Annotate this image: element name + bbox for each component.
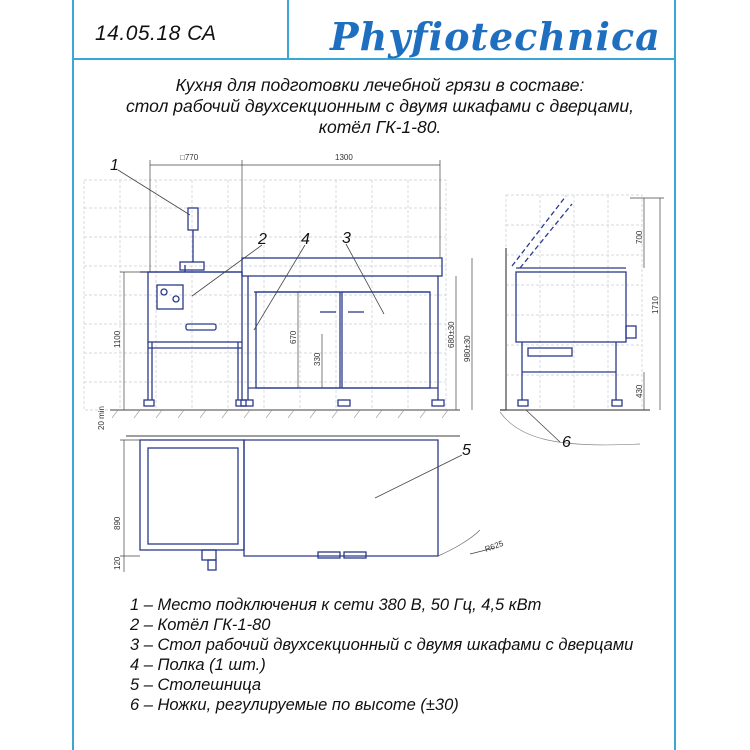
callout-6: 6 <box>562 434 571 451</box>
side-tile-grid <box>506 195 642 410</box>
dim-680: 680±30 <box>447 321 456 348</box>
company-logo: Phyfiotechnica <box>330 14 661 59</box>
floor-hatch <box>110 410 460 418</box>
legend-item-6: 6 – Ножки, регулируемые по высоте (±30) <box>130 696 459 714</box>
dim-770: □770 <box>180 153 199 162</box>
dim-980: 980±30 <box>463 335 472 362</box>
callout-3: 4 <box>301 231 310 248</box>
plan-tabletop <box>244 440 438 556</box>
dim-1300: 1300 <box>335 153 353 162</box>
drawing-date: 14.05.18 СА <box>95 22 217 45</box>
dim-20min: 20 min <box>97 405 106 430</box>
callout-5: 5 <box>462 442 471 459</box>
leader-lines <box>118 170 560 498</box>
title-line-3: котёл ГК-1-80. <box>318 117 442 137</box>
callout-1: 1 <box>110 157 119 174</box>
cabinet-door-right <box>342 292 430 388</box>
title-line-1: Кухня для подготовки лечебной грязи в составе: <box>175 75 585 95</box>
title-line-2: стол рабочий двухсекционным с двумя шкафами с дверцами, <box>126 96 634 116</box>
dim-r625: R625 <box>483 538 505 554</box>
control-panel <box>157 285 183 309</box>
dim-1100: 1100 <box>113 330 122 348</box>
legend-item-3: 3 – Стол рабочий двухсекционный с двумя шкафами с дверцами <box>130 636 634 654</box>
legend-item-5: 5 – Столешница <box>130 676 262 694</box>
side-boiler-body <box>516 272 626 342</box>
front-view <box>110 208 460 410</box>
plan-boiler <box>140 440 244 550</box>
tile-grid <box>84 180 446 410</box>
dim-430: 430 <box>635 384 644 398</box>
power-connection <box>188 208 198 230</box>
dim-330: 330 <box>313 352 322 366</box>
plan-view <box>126 436 480 570</box>
boiler-handle <box>186 324 216 330</box>
legend-item-4: 4 – Полка (1 шт.) <box>130 656 266 674</box>
legend-item-2: 2 – Котёл ГК-1-80 <box>130 616 271 634</box>
legend-item-1: 1 – Место подключения к сети 380 В, 50 Гц, 4,5 кВт <box>130 596 542 614</box>
dim-700: 700 <box>635 230 644 244</box>
dim-120: 120 <box>113 556 122 570</box>
tabletop <box>242 258 442 276</box>
callout-4: 3 <box>342 230 351 247</box>
dim-670: 670 <box>289 330 298 344</box>
callout-2: 2 <box>258 231 267 248</box>
dim-890: 890 <box>113 516 122 530</box>
side-view <box>500 196 650 410</box>
dim-1710: 1710 <box>651 296 660 314</box>
